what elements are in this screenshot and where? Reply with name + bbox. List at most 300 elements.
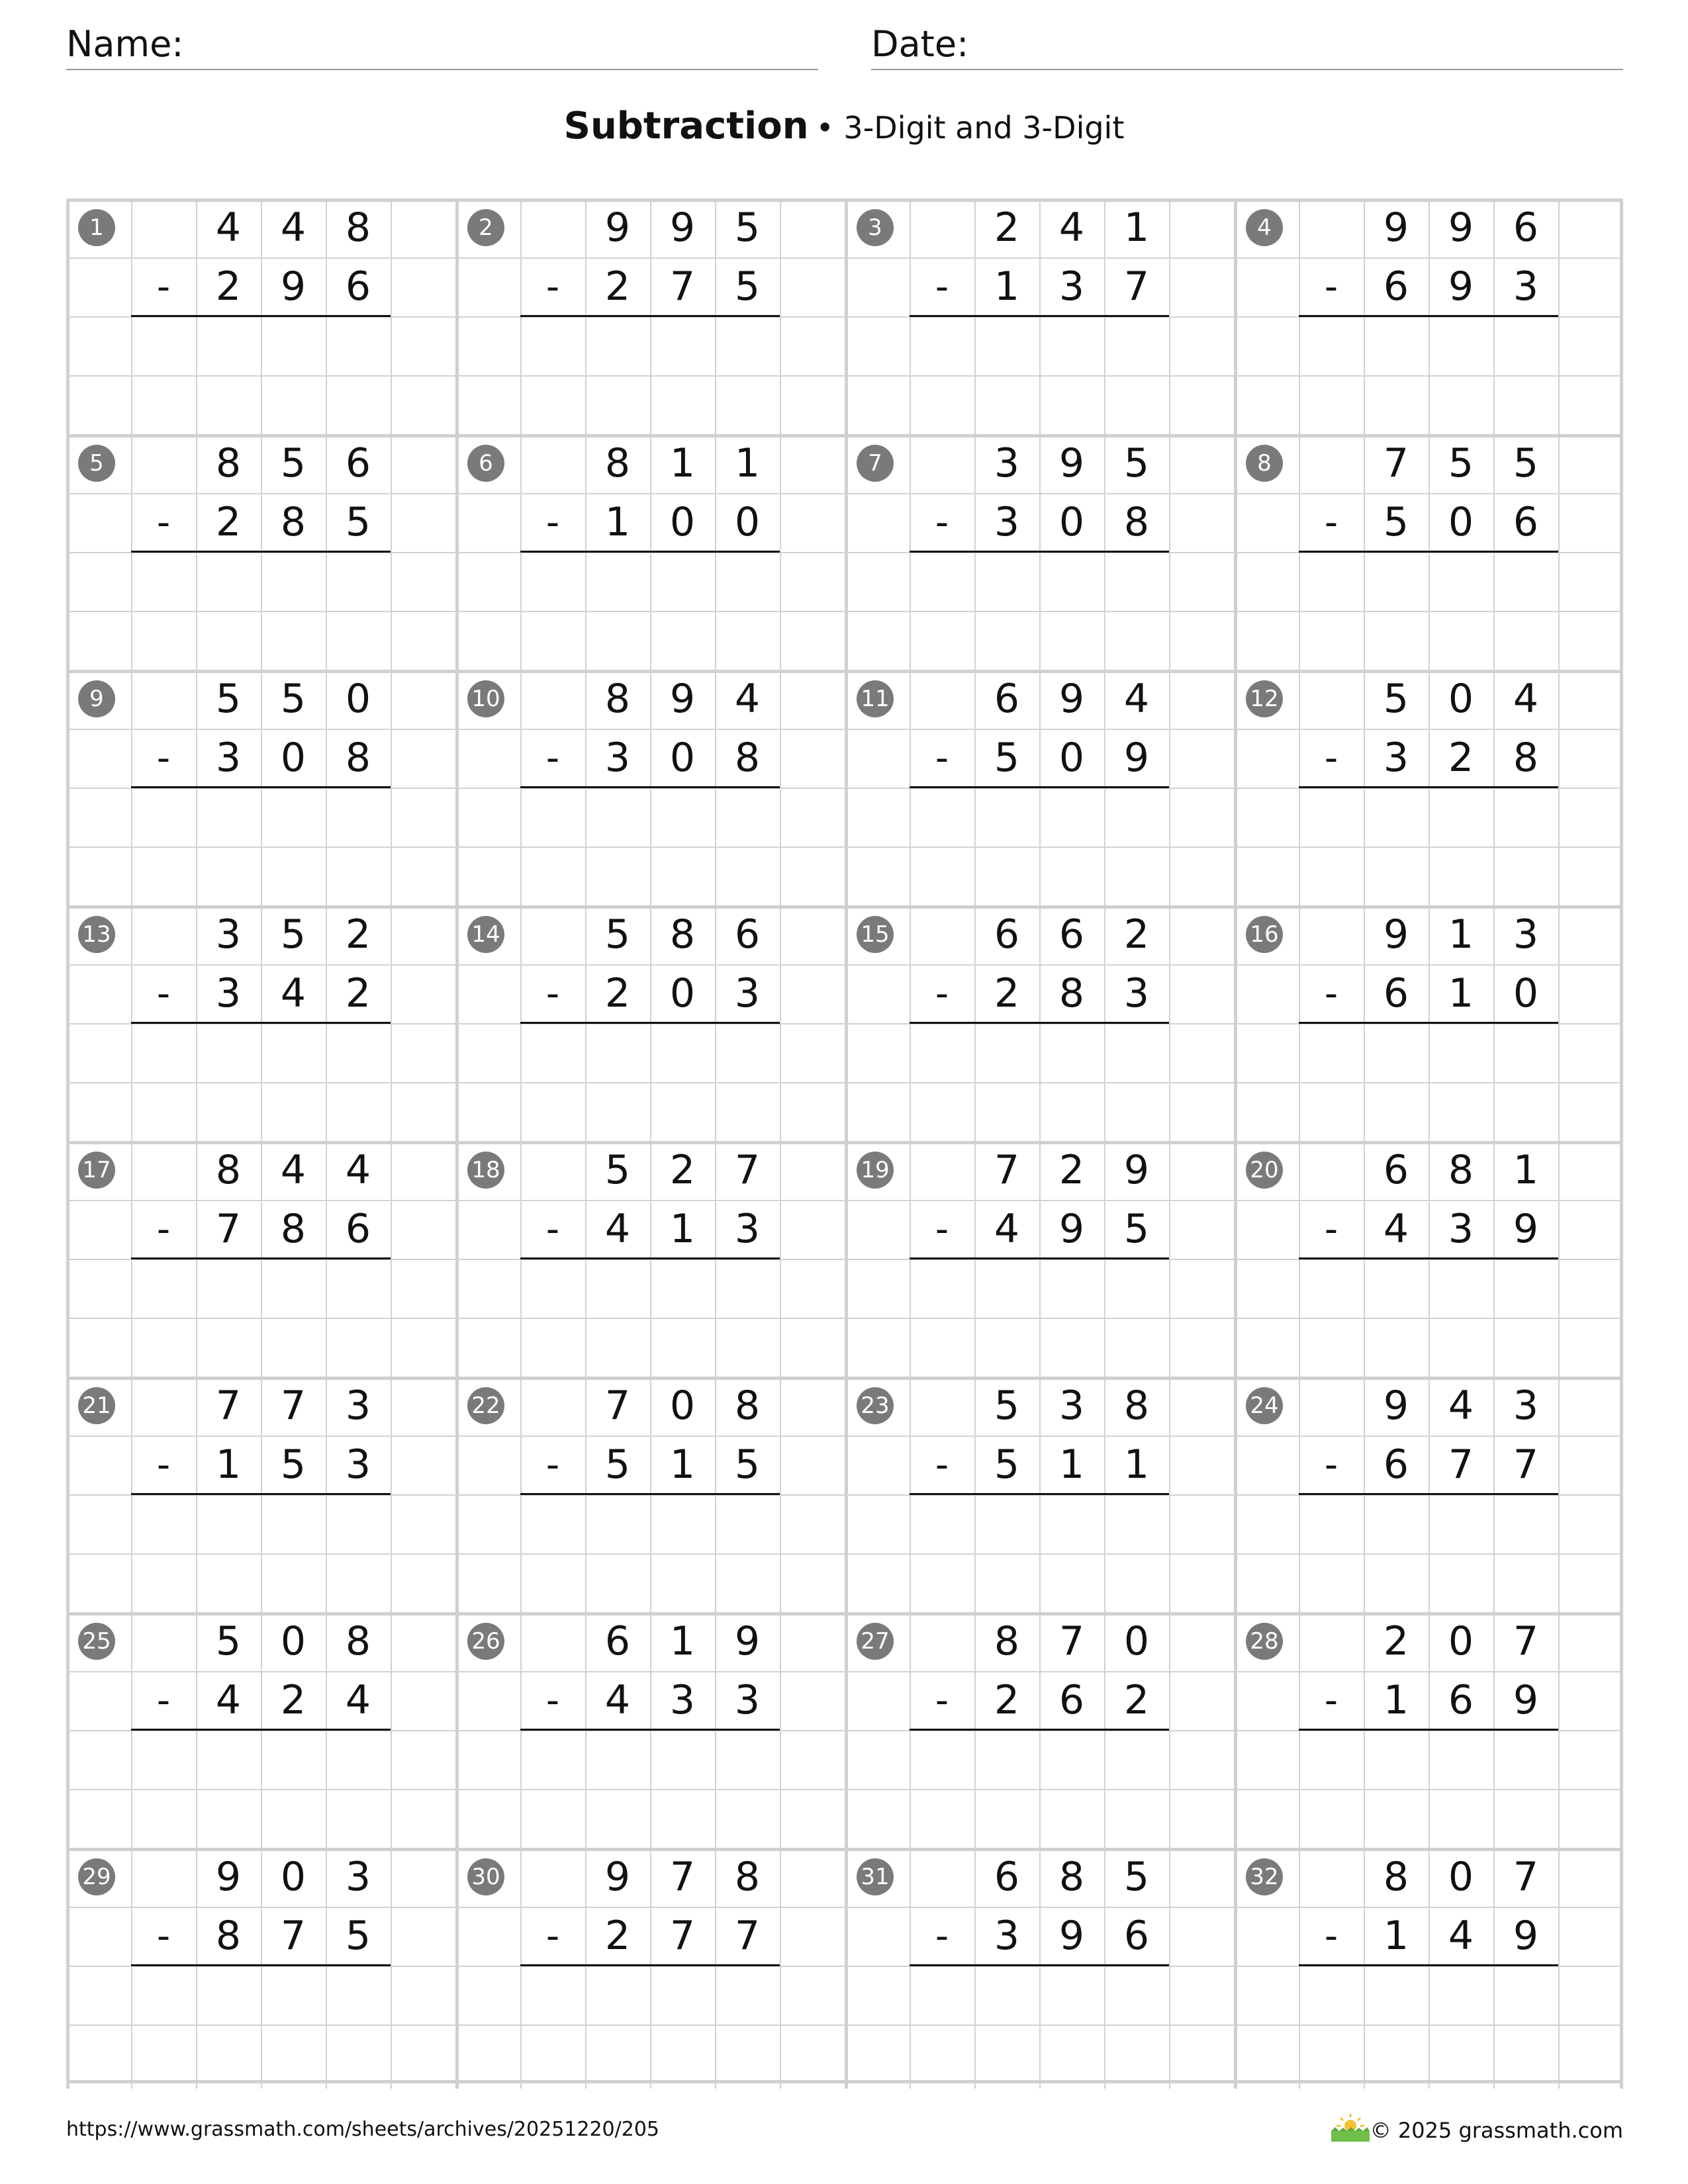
answer-cell[interactable]: [1430, 1025, 1491, 1080]
answer-cell[interactable]: [652, 790, 713, 844]
answer-cell[interactable]: [263, 1791, 324, 1846]
answer-cell[interactable]: [1430, 1320, 1491, 1375]
answer-cell[interactable]: [717, 613, 778, 668]
answer-cell[interactable]: [328, 1025, 389, 1080]
answer-cell[interactable]: [1430, 318, 1491, 373]
minus-sign: -: [1324, 972, 1338, 1015]
answer-cell[interactable]: [198, 1791, 259, 1846]
minus-sign: -: [156, 1208, 171, 1251]
subtrahend-digit: 4: [604, 1206, 631, 1252]
answer-cell[interactable]: [1106, 1732, 1167, 1787]
answer-cell[interactable]: [1041, 554, 1102, 609]
answer-cell[interactable]: [717, 1084, 778, 1139]
answer-cell[interactable]: [652, 2026, 713, 2081]
minuend-digit: 5: [604, 1147, 631, 1193]
minuend-digit: 4: [734, 676, 761, 722]
subtrahend-digit: 3: [1058, 263, 1085, 310]
answer-cell[interactable]: [587, 1025, 648, 1080]
answer-cell[interactable]: [717, 1261, 778, 1316]
answer-cell[interactable]: [1366, 1555, 1427, 1610]
answer-cell[interactable]: [328, 1555, 389, 1610]
answer-cell[interactable]: [1430, 790, 1491, 844]
subtrahend-digit: 2: [215, 499, 242, 545]
answer-cell[interactable]: [587, 1496, 648, 1551]
answer-cell[interactable]: [263, 377, 324, 432]
answer-cell[interactable]: [717, 318, 778, 373]
answer-cell[interactable]: [1495, 790, 1556, 844]
answer-cell[interactable]: [1106, 1261, 1167, 1316]
answer-cell[interactable]: [1366, 1084, 1427, 1139]
problem-number-badge: 2: [467, 209, 504, 246]
answer-cell[interactable]: [1041, 1025, 1102, 1080]
answer-cell[interactable]: [198, 613, 259, 668]
answer-cell[interactable]: [1041, 790, 1102, 844]
answer-cell[interactable]: [587, 377, 648, 432]
minus-sign: -: [935, 737, 949, 780]
problem-number-badge: 32: [1246, 1858, 1283, 1895]
answer-cell[interactable]: [1106, 2026, 1167, 2081]
answer-cell[interactable]: [717, 1555, 778, 1610]
subtrahend-digit: 2: [994, 1677, 1020, 1723]
answer-rule: [520, 315, 780, 317]
answer-cell[interactable]: [652, 1496, 713, 1551]
answer-cell[interactable]: [1106, 1791, 1167, 1846]
subtrahend-digit: 2: [604, 970, 631, 1017]
answer-cell[interactable]: [1495, 318, 1556, 373]
answer-cell[interactable]: [976, 1025, 1037, 1080]
minuend-digit: 3: [345, 1383, 371, 1429]
subtrahend-digit: 3: [604, 735, 631, 781]
grid-line-horizontal: [66, 1082, 1623, 1083]
answer-cell[interactable]: [328, 1732, 389, 1787]
answer-cell[interactable]: [198, 848, 259, 903]
answer-cell[interactable]: [263, 554, 324, 609]
subtrahend-digit: 5: [994, 1441, 1020, 1488]
answer-cell[interactable]: [1430, 613, 1491, 668]
minuend-digit: 4: [345, 1147, 371, 1193]
answer-cell[interactable]: [328, 377, 389, 432]
subtrahend-digit: 0: [734, 499, 761, 545]
answer-cell[interactable]: [263, 790, 324, 844]
subtrahend-digit: 0: [1513, 970, 1539, 1017]
answer-cell[interactable]: [652, 318, 713, 373]
subtrahend-digit: 8: [1123, 499, 1150, 545]
subtrahend-digit: 3: [215, 970, 242, 1017]
answer-cell[interactable]: [198, 1320, 259, 1375]
answer-cell[interactable]: [1366, 1025, 1427, 1080]
answer-cell[interactable]: [652, 1320, 713, 1375]
answer-cell[interactable]: [1366, 1791, 1427, 1846]
answer-cell[interactable]: [587, 318, 648, 373]
answer-rule: [520, 1493, 780, 1495]
answer-cell[interactable]: [1366, 377, 1427, 432]
subtrahend-digit: 6: [1383, 263, 1409, 310]
answer-cell[interactable]: [652, 613, 713, 668]
minuend-digit: 7: [215, 1383, 242, 1429]
answer-rule: [1299, 315, 1558, 317]
answer-cell[interactable]: [198, 318, 259, 373]
answer-cell[interactable]: [1495, 1968, 1556, 2023]
answer-cell[interactable]: [976, 848, 1037, 903]
answer-cell[interactable]: [1495, 2026, 1556, 2081]
answer-cell[interactable]: [1430, 1084, 1491, 1139]
answer-rule: [131, 1257, 391, 1259]
answer-cell[interactable]: [1106, 848, 1167, 903]
minuend-digit: 4: [280, 1147, 306, 1193]
problem-number-badge: 31: [857, 1858, 894, 1895]
answer-cell[interactable]: [1041, 1791, 1102, 1846]
subtrahend-digit: 4: [1448, 1913, 1474, 1959]
answer-cell[interactable]: [717, 848, 778, 903]
name-field[interactable]: [66, 20, 818, 70]
answer-cell[interactable]: [652, 1555, 713, 1610]
answer-cell[interactable]: [652, 554, 713, 609]
answer-cell[interactable]: [976, 1261, 1037, 1316]
subtrahend-digit: 6: [1383, 1441, 1409, 1488]
subtrahend-digit: 5: [994, 735, 1020, 781]
answer-cell[interactable]: [717, 1496, 778, 1551]
problem-number-badge: 18: [467, 1152, 504, 1189]
answer-cell[interactable]: [976, 1496, 1037, 1551]
answer-cell[interactable]: [587, 1791, 648, 1846]
answer-cell[interactable]: [717, 1025, 778, 1080]
minuend-digit: 1: [669, 1618, 696, 1664]
answer-cell[interactable]: [263, 1496, 324, 1551]
minuend-digit: 6: [1513, 205, 1539, 251]
grassmath-logo-icon: [1327, 2111, 1374, 2144]
minuend-digit: 8: [1123, 1383, 1150, 1429]
answer-cell[interactable]: [328, 2026, 389, 2081]
subtrahend-digit: 6: [345, 1206, 371, 1252]
answer-cell[interactable]: [1366, 1496, 1427, 1551]
answer-cell[interactable]: [263, 613, 324, 668]
minuend-digit: 9: [669, 676, 696, 722]
minuend-digit: 1: [669, 440, 696, 486]
answer-cell[interactable]: [1041, 1555, 1102, 1610]
answer-cell[interactable]: [976, 554, 1037, 609]
answer-cell[interactable]: [717, 377, 778, 432]
answer-cell[interactable]: [1366, 554, 1427, 609]
answer-cell[interactable]: [1106, 318, 1167, 373]
answer-cell[interactable]: [1495, 1732, 1556, 1787]
minuend-digit: 4: [1058, 205, 1085, 251]
subtrahend-digit: 7: [1123, 263, 1150, 310]
answer-cell[interactable]: [976, 1320, 1037, 1375]
answer-cell[interactable]: [717, 1320, 778, 1375]
answer-cell[interactable]: [1495, 1791, 1556, 1846]
minuend-digit: 0: [345, 676, 371, 722]
answer-cell[interactable]: [976, 790, 1037, 844]
subtrahend-digit: 8: [1058, 970, 1085, 1017]
answer-cell[interactable]: [1366, 1968, 1427, 2023]
subtrahend-digit: 8: [280, 1206, 306, 1252]
answer-cell[interactable]: [717, 790, 778, 844]
subtrahend-digit: 6: [1383, 970, 1409, 1017]
answer-cell[interactable]: [263, 1025, 324, 1080]
answer-cell[interactable]: [1041, 1968, 1102, 2023]
minuend-digit: 2: [1058, 1147, 1085, 1193]
answer-cell[interactable]: [1495, 1025, 1556, 1080]
answer-cell[interactable]: [263, 2026, 324, 2081]
subtrahend-digit: 9: [1513, 1913, 1539, 1959]
subtrahend-digit: 3: [734, 1206, 761, 1252]
problem-number-badge: 19: [857, 1152, 894, 1189]
answer-cell[interactable]: [976, 1791, 1037, 1846]
answer-cell[interactable]: [263, 1555, 324, 1610]
answer-cell[interactable]: [587, 1320, 648, 1375]
subtrahend-digit: 3: [734, 970, 761, 1017]
answer-cell[interactable]: [1106, 1320, 1167, 1375]
answer-cell[interactable]: [1430, 1791, 1491, 1846]
answer-cell[interactable]: [1366, 318, 1427, 373]
answer-cell[interactable]: [1495, 554, 1556, 609]
answer-cell[interactable]: [717, 1732, 778, 1787]
answer-cell[interactable]: [263, 1261, 324, 1316]
answer-cell[interactable]: [976, 1968, 1037, 2023]
answer-cell[interactable]: [1430, 1732, 1491, 1787]
answer-cell[interactable]: [1366, 613, 1427, 668]
date-field[interactable]: [871, 20, 1623, 70]
subtrahend-digit: 6: [1513, 499, 1539, 545]
minuend-digit: 1: [1123, 205, 1150, 251]
answer-cell[interactable]: [1495, 1261, 1556, 1316]
answer-cell[interactable]: [263, 1732, 324, 1787]
answer-cell[interactable]: [1366, 1261, 1427, 1316]
answer-cell[interactable]: [1366, 1732, 1427, 1787]
answer-cell[interactable]: [652, 377, 713, 432]
subtrahend-digit: 5: [734, 263, 761, 310]
minuend-digit: 7: [1383, 440, 1409, 486]
answer-cell[interactable]: [328, 1084, 389, 1139]
minuend-digit: 7: [280, 1383, 306, 1429]
answer-cell[interactable]: [976, 1732, 1037, 1787]
answer-cell[interactable]: [587, 2026, 648, 2081]
answer-cell[interactable]: [1106, 554, 1167, 609]
answer-cell[interactable]: [1430, 1555, 1491, 1610]
answer-cell[interactable]: [1041, 1320, 1102, 1375]
answer-cell[interactable]: [652, 1968, 713, 2023]
answer-cell[interactable]: [652, 1084, 713, 1139]
minuend-digit: 6: [604, 1618, 631, 1664]
subtrahend-digit: 1: [1383, 1677, 1409, 1723]
answer-cell[interactable]: [198, 377, 259, 432]
answer-cell[interactable]: [1495, 1084, 1556, 1139]
answer-cell[interactable]: [976, 1555, 1037, 1610]
answer-cell[interactable]: [1430, 377, 1491, 432]
problem-number-badge: 6: [467, 445, 504, 482]
answer-cell[interactable]: [1041, 318, 1102, 373]
footer-url: https://www.grassmath.com/sheets/archives/20251220/205: [66, 2118, 660, 2141]
minuend-digit: 9: [1448, 205, 1474, 251]
subtrahend-digit: 5: [604, 1441, 631, 1488]
problem-number-badge: 17: [78, 1152, 115, 1189]
answer-cell[interactable]: [328, 554, 389, 609]
answer-rule: [910, 786, 1169, 788]
minuend-digit: 6: [994, 911, 1020, 958]
answer-cell[interactable]: [1495, 1555, 1556, 1610]
answer-rule: [131, 1964, 391, 1966]
answer-cell[interactable]: [328, 848, 389, 903]
subtrahend-digit: 9: [1123, 735, 1150, 781]
answer-rule: [1299, 1729, 1558, 1731]
answer-cell[interactable]: [717, 1968, 778, 2023]
answer-cell[interactable]: [1106, 1084, 1167, 1139]
answer-cell[interactable]: [1106, 613, 1167, 668]
answer-cell[interactable]: [652, 848, 713, 903]
answer-cell[interactable]: [1041, 1496, 1102, 1551]
title-subtitle: • 3-Digit and 3-Digit: [816, 110, 1125, 146]
answer-cell[interactable]: [976, 1084, 1037, 1139]
answer-rule: [910, 1729, 1169, 1731]
minuend-digit: 8: [215, 440, 242, 486]
answer-cell[interactable]: [328, 613, 389, 668]
subtrahend-digit: 6: [1058, 1677, 1085, 1723]
answer-cell[interactable]: [263, 1084, 324, 1139]
answer-cell[interactable]: [198, 790, 259, 844]
answer-cell[interactable]: [1041, 1732, 1102, 1787]
answer-cell[interactable]: [1041, 1084, 1102, 1139]
minus-sign: -: [156, 1915, 171, 1958]
answer-cell[interactable]: [198, 1496, 259, 1551]
minuend-digit: 5: [1448, 440, 1474, 486]
answer-cell[interactable]: [1106, 1496, 1167, 1551]
answer-cell[interactable]: [587, 1555, 648, 1610]
answer-cell[interactable]: [1106, 790, 1167, 844]
minus-sign: -: [545, 1915, 560, 1958]
minuend-digit: 6: [345, 440, 371, 486]
minuend-digit: 5: [280, 911, 306, 958]
minuend-digit: 0: [280, 1854, 306, 1900]
answer-cell[interactable]: [263, 1320, 324, 1375]
minus-sign: -: [1324, 1443, 1338, 1486]
answer-cell[interactable]: [328, 318, 389, 373]
answer-cell[interactable]: [1430, 848, 1491, 903]
answer-cell[interactable]: [198, 554, 259, 609]
answer-cell[interactable]: [263, 1968, 324, 2023]
answer-cell[interactable]: [1106, 1025, 1167, 1080]
minuend-digit: 5: [215, 676, 242, 722]
answer-cell[interactable]: [1041, 2026, 1102, 2081]
answer-cell[interactable]: [1041, 613, 1102, 668]
answer-cell[interactable]: [976, 318, 1037, 373]
answer-cell[interactable]: [587, 790, 648, 844]
answer-cell[interactable]: [976, 613, 1037, 668]
answer-cell[interactable]: [1430, 2026, 1491, 2081]
answer-cell[interactable]: [1106, 1555, 1167, 1610]
problem-number-badge: 7: [857, 445, 894, 482]
answer-cell[interactable]: [198, 1084, 259, 1139]
answer-cell[interactable]: [717, 1791, 778, 1846]
minus-sign: -: [935, 1443, 949, 1486]
answer-cell[interactable]: [587, 848, 648, 903]
problem-number-badge: 12: [1246, 680, 1283, 717]
answer-cell[interactable]: [328, 1968, 389, 2023]
answer-cell[interactable]: [198, 1261, 259, 1316]
answer-rule: [1299, 1964, 1558, 1966]
answer-cell[interactable]: [263, 318, 324, 373]
answer-cell[interactable]: [1366, 1320, 1427, 1375]
subtrahend-digit: 4: [280, 970, 306, 1017]
answer-cell[interactable]: [198, 1732, 259, 1787]
subtrahend-digit: 4: [1383, 1206, 1409, 1252]
answer-cell[interactable]: [198, 1968, 259, 2023]
answer-cell[interactable]: [328, 1320, 389, 1375]
minuend-digit: 0: [1448, 676, 1474, 722]
subtrahend-digit: 3: [1513, 263, 1539, 310]
answer-cell[interactable]: [1106, 377, 1167, 432]
minus-sign: -: [156, 1443, 171, 1486]
answer-cell[interactable]: [587, 554, 648, 609]
answer-cell[interactable]: [587, 1968, 648, 2023]
answer-cell[interactable]: [587, 1261, 648, 1316]
answer-cell[interactable]: [1430, 1968, 1491, 2023]
subtrahend-digit: 0: [1058, 735, 1085, 781]
answer-cell[interactable]: [1495, 377, 1556, 432]
answer-cell[interactable]: [198, 2026, 259, 2081]
answer-cell[interactable]: [328, 1261, 389, 1316]
minuend-digit: 3: [215, 911, 242, 958]
answer-cell[interactable]: [652, 1261, 713, 1316]
answer-cell[interactable]: [1041, 848, 1102, 903]
answer-cell[interactable]: [1495, 1320, 1556, 1375]
answer-rule: [520, 786, 780, 788]
answer-cell[interactable]: [198, 1025, 259, 1080]
answer-cell[interactable]: [1041, 1261, 1102, 1316]
answer-cell[interactable]: [1495, 1496, 1556, 1551]
subtrahend-digit: 3: [734, 1677, 761, 1723]
answer-cell[interactable]: [717, 2026, 778, 2081]
answer-cell[interactable]: [1366, 2026, 1427, 2081]
problem-number-badge: 23: [857, 1387, 894, 1424]
answer-cell[interactable]: [1041, 377, 1102, 432]
minuend-digit: 3: [994, 440, 1020, 486]
answer-cell[interactable]: [652, 1732, 713, 1787]
minus-sign: -: [545, 501, 560, 544]
answer-cell[interactable]: [717, 554, 778, 609]
answer-rule: [910, 1964, 1169, 1966]
answer-cell[interactable]: [1366, 790, 1427, 844]
answer-cell[interactable]: [1106, 1968, 1167, 2023]
answer-cell[interactable]: [1430, 1261, 1491, 1316]
answer-cell[interactable]: [587, 613, 648, 668]
subtrahend-digit: 6: [345, 263, 371, 310]
answer-cell[interactable]: [652, 1791, 713, 1846]
subtrahend-digit: 7: [1513, 1441, 1539, 1488]
answer-cell[interactable]: [587, 1732, 648, 1787]
problem-number-badge: 13: [78, 916, 115, 953]
minuend-digit: 3: [1513, 911, 1539, 958]
answer-cell[interactable]: [198, 1555, 259, 1610]
answer-cell[interactable]: [587, 1084, 648, 1139]
answer-cell[interactable]: [328, 790, 389, 844]
minuend-digit: 4: [280, 205, 306, 251]
problem-number-badge: 14: [467, 916, 504, 953]
minuend-digit: 5: [215, 1618, 242, 1664]
answer-cell[interactable]: [1366, 848, 1427, 903]
answer-cell[interactable]: [328, 1496, 389, 1551]
answer-cell[interactable]: [976, 2026, 1037, 2081]
minus-sign: -: [935, 501, 949, 544]
answer-cell[interactable]: [652, 1025, 713, 1080]
answer-cell[interactable]: [976, 377, 1037, 432]
answer-cell[interactable]: [1430, 554, 1491, 609]
answer-cell[interactable]: [1495, 613, 1556, 668]
minuend-digit: 0: [280, 1618, 306, 1664]
answer-cell[interactable]: [263, 848, 324, 903]
answer-cell[interactable]: [1430, 1496, 1491, 1551]
answer-cell[interactable]: [328, 1791, 389, 1846]
answer-cell[interactable]: [1495, 848, 1556, 903]
